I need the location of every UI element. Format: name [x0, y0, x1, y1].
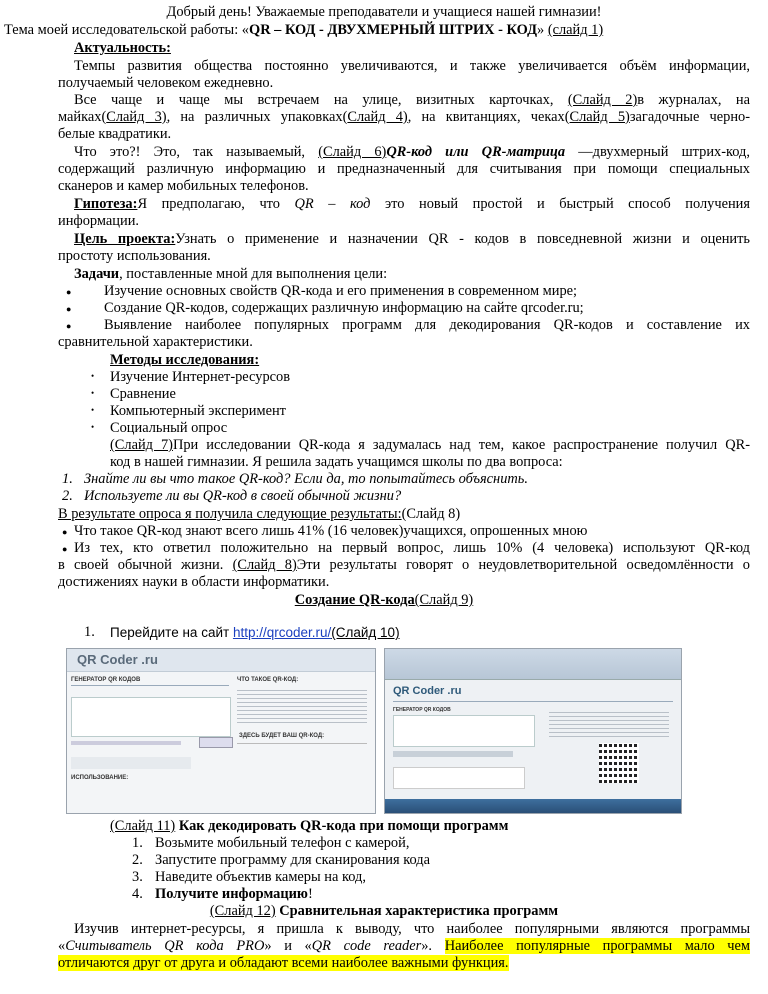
topic-line: Тема моей исследовательской работы: «QR – КОД - ДВУХМЕРНЫЙ ШТРИХ - КОД» (слайд 1) [4, 22, 604, 38]
survey-intro: (Слайд 7)При исследовании QR-кода я задумалась над тем, какое распространение получил QR- [110, 437, 750, 453]
bullet-icon: • [91, 422, 95, 432]
compare-text-cont: «Считыватель QR кода PRO» и «QR code reader». Наиболее популярные программы мало чем [58, 938, 751, 954]
goal-cont: простоту использования. [58, 248, 211, 264]
question-item: Знайте ли вы что такое QR-код? Если да, то попытайтесь объяснить. [84, 471, 528, 487]
methods-heading: Методы исследования: [110, 352, 260, 368]
relevance-p3-end: сканеров и камер мобильных телефонов. [58, 178, 309, 194]
slide-2-link: (Слайд 2) [567, 92, 638, 108]
bullet-icon: • [91, 405, 95, 415]
bullet-icon: • [91, 388, 95, 398]
task-item: Выявление наиболее популярных программ для декодирования QR-кодов и составление их [104, 317, 750, 333]
slide-1-link: (слайд 1) [547, 22, 604, 38]
relevance-heading: Актуальность: [74, 40, 171, 56]
qrcoder-link[interactable]: http://qrcoder.ru/ [232, 625, 332, 640]
taskbar [385, 799, 681, 813]
result-item: Что такое QR-код знают всего лишь 41% (16 человек)учащихся, опрошенных мною [74, 523, 588, 539]
qr-logo: QR Coder .ru [77, 652, 158, 667]
compare-text: Изучив интернет-ресурсы, я пришла к выводу, что наиболее популярными являются программы [74, 921, 750, 937]
relevance-p3-cont: содержащий различную информацию и предназначенный для считывания при помощи специальных [58, 161, 750, 177]
tasks-intro: Задачи, поставленные мной для выполнения цели: [74, 266, 388, 282]
method-item: Социальный опрос [110, 420, 228, 436]
bullet-icon: • [91, 371, 95, 381]
slide-6-link: (Слайд 6) [318, 144, 387, 160]
result-item-end: достижениях науки в области информатики. [58, 574, 330, 590]
task-item: Создание QR-кодов, содержащих различную информацию на сайте qrcoder.ru; [104, 300, 584, 316]
topic-title: QR – КОД - ДВУХМЕРНЫЙ ШТРИХ - КОД [249, 22, 538, 38]
decode-step: Получите информацию! [155, 886, 313, 902]
relevance-p2-cont: майках(Слайд 3), на различных упаковках(Слайд 4), на квитанциях, чеках(Слайд 5)загадочные черно- [58, 109, 751, 125]
decode-step: Наведите объектив камеры на код, [155, 869, 366, 885]
highlighted-text: Наиболее популярные программы мало чем [444, 938, 751, 954]
generate-button[interactable] [199, 737, 233, 748]
creation-heading: Создание QR-кода(Слайд 9) [294, 592, 474, 608]
bullet-icon: ● [62, 527, 68, 537]
bullet-icon: ● [66, 304, 72, 314]
qrcoder-screenshot-left: QR Coder .ru ГЕНЕРАТОР QR КОДОВ ИСПОЛЬЗОВАНИЕ: ЧТО ТАКОЕ QR-КОД: ЗДЕСЬ БУДЕТ ВАШ QR-КОД: [66, 648, 376, 814]
method-item: Сравнение [110, 386, 176, 402]
compare-heading: (Слайд 12) Сравнительная характеристика программ [209, 903, 559, 919]
hypothesis: Гипотеза:Я предполагаю, что QR – код это новый простой и быстрый способ получения [74, 196, 751, 212]
decode-heading: (Слайд 11) Как декодировать QR-кода при помощи программ [110, 818, 509, 834]
highlighted-text: отличаются друг от друга и обладают всеми наиболее важными функция. [58, 955, 509, 971]
compare-text-end [58, 955, 750, 972]
qrcoder-screenshot-right: QR Coder .ru ГЕНЕРАТОР QR КОДОВ [384, 648, 682, 814]
greeting: Добрый день! Уважаемые преподаватели и учащиеся нашей гимназии! [166, 4, 602, 20]
method-item: Изучение Интернет-ресурсов [110, 369, 291, 385]
relevance-p2-end: белые квадратики. [58, 126, 172, 142]
result-item: Из тех, кто ответил положительно на первый вопрос, лишь 10% (4 человека) используют QR-код [74, 540, 750, 556]
qr-text-area[interactable] [71, 697, 231, 737]
decode-step: Запустите программу для сканирования кода [155, 852, 430, 868]
slide-7-link: (Слайд 7) [110, 437, 173, 453]
hypothesis-cont: информации. [58, 213, 139, 229]
slide-5-link: Слайд 5) [569, 109, 630, 125]
bullet-icon: ● [66, 321, 72, 331]
goal: Цель проекта:Узнать о применение и назначении QR - кодов в повседневной жизни и оценить [74, 231, 750, 247]
task-item-cont: сравнительной характеристики. [58, 334, 253, 350]
result-item-cont: в своей обычной жизни. (Слайд 8)Эти результаты говорят о неудовлетворительной осведомлённости о [58, 557, 750, 573]
document-page: Добрый день! Уважаемые преподаватели и учащиеся нашей гимназии! Тема моей исследовательской работы: «QR – КОД - ДВУХМЕРНЫЙ ШТРИХ - КОД» (слайд 1) Актуальность: Темпы развития общества постоянно увеличиваются, и также увеличивается объём информации, получаемый человеком ежедневно. Все чаще и чаще мы встречаем на улице, визитных карточках, (Слайд 2)в журналах, на майках(Слайд 3), на различных упаковках(Слайд 4), на квитанциях, чеках(Слайд 5)загадочные черно- белые квадратики. Что это?! Это, так называемый, (Слайд 6)QR-код или QR-матрица —двухмерный штрих-код, содержащий различную информацию и предназначенный для считывания при помощи специальных сканеров и камер мобильных телефонов. Гипотеза:Я предполагаю, что QR – код это новый простой и быстрый способ получения информации. Цель проекта:Узнать о применение и назначении QR - кодов в повседневной жизни и оценить простоту использования. Задачи, поставленные мной для выполнения цели: ● Изучение основных свойств QR-кода и его применения в современном мире; ● Создание QR-кодов, содержащих различную информацию на сайте qrcoder.ru; ● Выявление наиболее популярных программ для декодирования QR-кодов и составление их сравнительной характеристики. Методы исследования: • Изучение Интернет-ресурсов • Сравнение • Компьютерный эксперимент • Социальный опрос (Слайд 7)При исследовании QR-кода я задумалась над тем, какое распространение получил QR- код в нашей гимназии. Я решила задать учащимся школы по два вопроса: 1. Знайте ли вы что такое QR-код? Если да, то попытайтесь объяснить. 2. Используете ли вы QR-код в своей обычной жизни? В результате опроса я получила следующие результаты:(Слайд 8) ● Что такое QR-код знают всего лишь 41% (16 человек)учащихся, опрошенных мною ● Из тех, кто ответил положительно на первый вопрос, лишь 10% (4 человека) используют QR-код в своей обычной жизни. (Слайд 8)Эти результаты говорят о неудовлетворительной осведомлённости о достижениях науки в области информатики. Создание QR-кода(Слайд 9) 1. Перейдите на сайт http://qrcoder.ru/(Слайд 10) QR Coder .ru ГЕНЕРАТОР QR КОДОВ ИСПОЛЬЗОВАНИЕ: ЧТО ТАКОЕ QR-КОД: ЗДЕСЬ БУДЕТ ВАШ QR-КОД: QR Coder .ru ГЕНЕРАТОР QR КОДОВ (Слайд 11) Как декодировать QR-кода при помощи программ 1. Возьмите мобильный телефон с камерой, 2. Запустите программу для сканирования кода 3. Наведите объектив камеры на код, 4. Получите информацию! (Слайд 12) Сравнительная характеристика программ Изучив интернет-ресурсы, я пришла к выводу, что наиболее популярными являются программы «Считыватель QR кода PRO» и «QR code reader». Наиболее популярные программы мало чем отличаются друг от друга и обладают всеми наиболее важными функция. [0, 0, 768, 994]
slide-3-link: Слайд 3) [106, 109, 167, 125]
slide-4-link: Слайд 4) [347, 109, 408, 125]
bullet-icon: ● [66, 287, 72, 297]
relevance-p2: Все чаще и чаще мы встречаем на улице, визитных карточках, (Слайд 2)в журналах, на [74, 92, 750, 108]
bullet-icon: ● [62, 544, 68, 554]
relevance-p1-cont: получаемый человеком ежедневно. [58, 75, 274, 91]
results-intro: В результате опроса я получила следующие результаты:(Слайд 8) [58, 506, 461, 522]
method-item: Компьютерный эксперимент [110, 403, 286, 419]
question-item: Используете ли вы QR-код в своей обычной жизни? [84, 488, 402, 504]
survey-intro-cont: код в нашей гимназии. Я решила задать учащимся школы по два вопроса: [110, 454, 563, 470]
relevance-p1: Темпы развития общества постоянно увеличиваются, и также увеличивается объём информации, [74, 58, 750, 74]
decode-step: Возьмите мобильный телефон с камерой, [155, 835, 410, 851]
relevance-p3: Что это?! Это, так называемый, (Слайд 6)QR-код или QR-матрица —двухмерный штрих-код, [74, 144, 750, 160]
creation-step-1: Перейдите на сайт http://qrcoder.ru/(Слайд 10) [110, 625, 400, 640]
slide-8-link: (Слайд 8) [232, 557, 297, 573]
task-item: Изучение основных свойств QR-кода и его применения в современном мире; [104, 283, 578, 299]
